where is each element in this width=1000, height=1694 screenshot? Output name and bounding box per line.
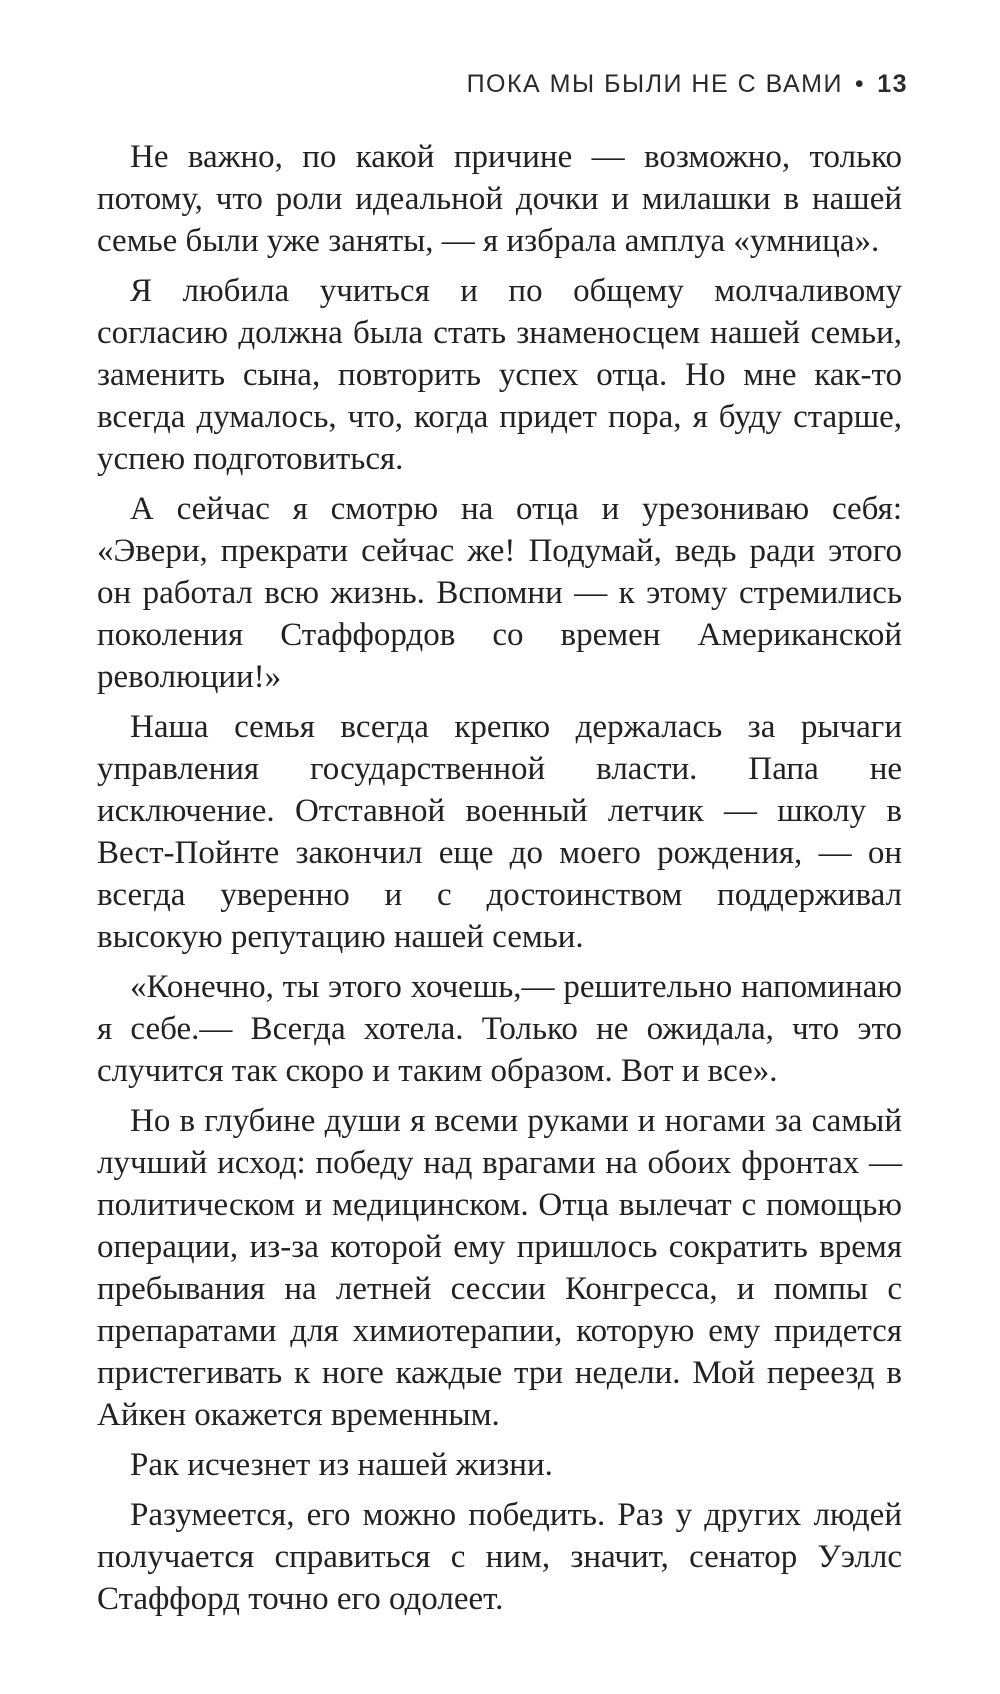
running-head	[0, 70, 908, 99]
paragraph-1: Не важно, по какой причине — возможно, только потому, что роли идеальной дочки и милашки в нашей семье были уже заняты, — я избрала амплуа «умница».	[97, 139, 902, 259]
paragraph-8: Разумеется, его можно победить. Раз у других людей получается справиться с ним, значит, сенатор Уэллс Стаффорд точно его одолеет.	[97, 1497, 902, 1617]
page-number: 13	[877, 70, 908, 98]
paragraph-5: «Конечно, ты этого хочешь,— решительно напоминаю я себе.— Всегда хотела. Только не ожидала, что это случится так скоро и таким образом. Вот и все».	[97, 969, 902, 1089]
header-separator: •	[854, 70, 866, 98]
paragraph-3: А сейчас я смотрю на отца и урезониваю себя: «Эвери, прекрати сейчас же! Подумай, ведь ради этого он работал всю жизнь. Вспомни — к этому стремились поколения Стаффордов со времен Американской революции!»	[97, 491, 902, 695]
body-text	[97, 136, 902, 1628]
paragraph-2: Я любила учиться и по общему молчаливому согласию должна была стать знаменосцем нашей семьи, заменить сына, повторить успех отца. Но мне как-то всегда думалось, что, когда придет пора, я буду старше, успею подготовиться.	[97, 273, 902, 477]
book-title: ПОКА МЫ БЫЛИ НЕ С ВАМИ	[466, 70, 843, 98]
paragraph-4: Наша семья всегда крепко держалась за рычаги управления государственной власти. Папа не исключение. Отставной военный летчик — школу в Вест-Пойнте закончил еще до моего рождения, — он всегда уверенно и с достоинством поддерживал высокую репутацию нашей семьи.	[97, 709, 902, 955]
paragraph-6: Но в глубине души я всеми руками и ногами за самый лучший исход: победу над врагами на обоих фронтах — политическом и медицинском. Отца вылечат с помощью операции, из-за которой ему пришлось сократить время пребывания на летней сессии Конгресса, и помпы с препаратами для химиотерапии, которую ему придется пристегивать к ноге каждые три недели. Мой переезд в Айкен окажется временным.	[97, 1103, 902, 1433]
paragraph-7: Рак исчезнет из нашей жизни.	[130, 1447, 553, 1483]
